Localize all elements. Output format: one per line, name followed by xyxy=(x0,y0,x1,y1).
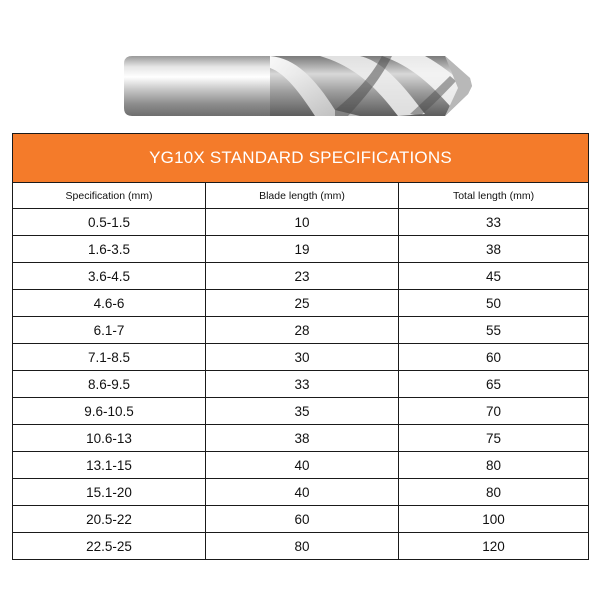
cell-specification: 15.1-20 xyxy=(13,479,206,506)
cell-specification: 6.1-7 xyxy=(13,317,206,344)
cell-specification: 20.5-22 xyxy=(13,506,206,533)
cell-total-length: 120 xyxy=(399,533,589,560)
table-row xyxy=(13,479,589,506)
cell-blade-length: 19 xyxy=(206,236,399,263)
table-header-row xyxy=(13,183,589,209)
cell-blade-length: 33 xyxy=(206,371,399,398)
cell-total-length: 80 xyxy=(399,452,589,479)
cell-blade-length: 23 xyxy=(206,263,399,290)
cell-blade-length: 25 xyxy=(206,290,399,317)
cell-specification: 1.6-3.5 xyxy=(13,236,206,263)
table-row xyxy=(13,452,589,479)
table-title: YG10X STANDARD SPECIFICATIONS xyxy=(13,134,589,183)
column-header-specification: Specification (mm) xyxy=(13,183,206,209)
cell-total-length: 70 xyxy=(399,398,589,425)
cell-total-length: 33 xyxy=(399,209,589,236)
table-row xyxy=(13,209,589,236)
drill-bit-image xyxy=(120,48,490,124)
cell-specification: 13.1-15 xyxy=(13,452,206,479)
spec-table xyxy=(12,133,589,560)
table-row xyxy=(13,236,589,263)
cell-specification: 4.6-6 xyxy=(13,290,206,317)
table-row xyxy=(13,533,589,560)
cell-blade-length: 40 xyxy=(206,479,399,506)
cell-specification: 10.6-13 xyxy=(13,425,206,452)
table-row xyxy=(13,344,589,371)
drill-bit-icon xyxy=(120,48,490,124)
table-row xyxy=(13,290,589,317)
column-header-total-length: Total length (mm) xyxy=(399,183,589,209)
cell-total-length: 60 xyxy=(399,344,589,371)
cell-blade-length: 60 xyxy=(206,506,399,533)
cell-total-length: 45 xyxy=(399,263,589,290)
cell-total-length: 38 xyxy=(399,236,589,263)
table-row xyxy=(13,317,589,344)
cell-specification: 8.6-9.5 xyxy=(13,371,206,398)
table-row xyxy=(13,263,589,290)
cell-blade-length: 35 xyxy=(206,398,399,425)
cell-specification: 7.1-8.5 xyxy=(13,344,206,371)
cell-total-length: 100 xyxy=(399,506,589,533)
cell-specification: 0.5-1.5 xyxy=(13,209,206,236)
table-title-row xyxy=(13,134,589,183)
cell-blade-length: 40 xyxy=(206,452,399,479)
cell-total-length: 55 xyxy=(399,317,589,344)
cell-total-length: 50 xyxy=(399,290,589,317)
cell-blade-length: 38 xyxy=(206,425,399,452)
cell-total-length: 80 xyxy=(399,479,589,506)
table-row xyxy=(13,506,589,533)
cell-blade-length: 28 xyxy=(206,317,399,344)
table-row xyxy=(13,425,589,452)
cell-specification: 22.5-25 xyxy=(13,533,206,560)
table-row xyxy=(13,398,589,425)
cell-total-length: 65 xyxy=(399,371,589,398)
column-header-blade-length: Blade length (mm) xyxy=(206,183,399,209)
cell-specification: 3.6-4.5 xyxy=(13,263,206,290)
cell-blade-length: 30 xyxy=(206,344,399,371)
cell-blade-length: 10 xyxy=(206,209,399,236)
cell-total-length: 75 xyxy=(399,425,589,452)
cell-specification: 9.6-10.5 xyxy=(13,398,206,425)
table-row xyxy=(13,371,589,398)
cell-blade-length: 80 xyxy=(206,533,399,560)
